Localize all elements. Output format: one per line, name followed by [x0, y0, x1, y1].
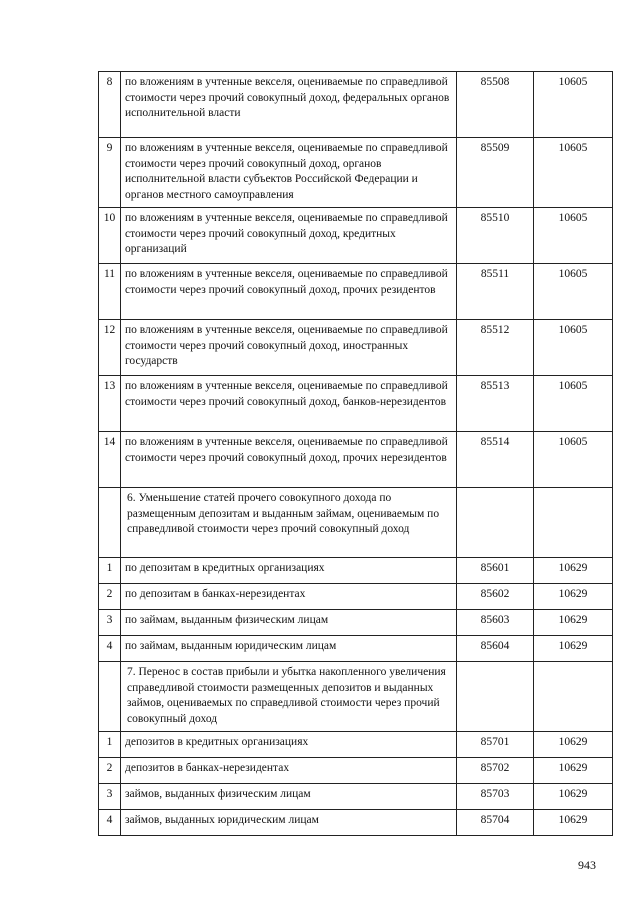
row-description: по депозитам в банках-нерезидентах — [121, 584, 457, 610]
row-number — [99, 488, 121, 558]
table-row — [99, 138, 613, 208]
account-number: 85704 — [457, 810, 534, 836]
table-row — [99, 558, 613, 584]
table-row — [99, 320, 613, 376]
symbol-code: 10629 — [534, 810, 613, 836]
row-description: по займам, выданным юридическим лицам — [121, 636, 457, 662]
symbol-code: 10629 — [534, 732, 613, 758]
symbol-code: 10629 — [534, 758, 613, 784]
table-row — [99, 758, 613, 784]
account-number: 85701 — [457, 732, 534, 758]
symbol-code: 10605 — [534, 432, 613, 488]
symbol-code: 10629 — [534, 784, 613, 810]
table-row — [99, 810, 613, 836]
symbol-code: 10629 — [534, 636, 613, 662]
account-number: 85702 — [457, 758, 534, 784]
account-number: 85604 — [457, 636, 534, 662]
section-heading-row — [99, 662, 613, 732]
symbol-code: 10605 — [534, 264, 613, 320]
row-number: 3 — [99, 610, 121, 636]
row-number: 1 — [99, 732, 121, 758]
table-row — [99, 784, 613, 810]
row-number: 4 — [99, 636, 121, 662]
row-number: 4 — [99, 810, 121, 836]
table-row — [99, 636, 613, 662]
section-heading: 7. Перенос в состав прибыли и убытка накопленного увеличения справедливой стоимости размещенных депозитов и выданных займов, оцениваемых по справедливой стоимости через прочий совокупный доход — [121, 662, 457, 732]
account-number — [457, 662, 534, 732]
table-row — [99, 610, 613, 636]
row-number: 3 — [99, 784, 121, 810]
symbol-code: 10605 — [534, 72, 613, 138]
account-number: 85703 — [457, 784, 534, 810]
row-number: 12 — [99, 320, 121, 376]
account-number: 85510 — [457, 208, 534, 264]
symbol-code: 10629 — [534, 610, 613, 636]
row-number: 1 — [99, 558, 121, 584]
table-row — [99, 732, 613, 758]
account-number: 85509 — [457, 138, 534, 208]
row-description: по вложениям в учтенные векселя, оцениваемые по справедливой стоимости через прочий совокупный доход, прочих резидентов — [121, 264, 457, 320]
symbol-code — [534, 662, 613, 732]
row-description: по вложениям в учтенные векселя, оцениваемые по справедливой стоимости через прочий совокупный доход, банков-нерезидентов — [121, 376, 457, 432]
row-description: по вложениям в учтенные векселя, оцениваемые по справедливой стоимости через прочий совокупный доход, кредитных организаций — [121, 208, 457, 264]
row-description: по вложениям в учтенные векселя, оцениваемые по справедливой стоимости через прочий совокупный доход, иностранных государств — [121, 320, 457, 376]
row-number: 2 — [99, 758, 121, 784]
account-number: 85512 — [457, 320, 534, 376]
account-number: 85602 — [457, 584, 534, 610]
table-row — [99, 72, 613, 138]
row-description: по вложениям в учтенные векселя, оцениваемые по справедливой стоимости через прочий совокупный доход, прочих нерезидентов — [121, 432, 457, 488]
account-number: 85508 — [457, 72, 534, 138]
symbols-table — [98, 71, 613, 836]
row-number: 2 — [99, 584, 121, 610]
row-number: 9 — [99, 138, 121, 208]
symbol-code: 10605 — [534, 138, 613, 208]
row-description: займов, выданных юридическим лицам — [121, 810, 457, 836]
row-number: 10 — [99, 208, 121, 264]
row-number: 11 — [99, 264, 121, 320]
row-number: 13 — [99, 376, 121, 432]
symbol-code: 10629 — [534, 584, 613, 610]
symbol-code: 10629 — [534, 558, 613, 584]
row-description: по займам, выданным физическим лицам — [121, 610, 457, 636]
account-number: 85511 — [457, 264, 534, 320]
section-heading: 6. Уменьшение статей прочего совокупного дохода по размещенным депозитам и выданным займам, оцениваемым по справедливой стоимости через прочий совокупный доход — [121, 488, 457, 558]
page-number: 943 — [578, 858, 596, 872]
symbol-code — [534, 488, 613, 558]
account-number: 85513 — [457, 376, 534, 432]
table-row — [99, 376, 613, 432]
table-row — [99, 208, 613, 264]
row-description: займов, выданных физическим лицам — [121, 784, 457, 810]
table-row — [99, 432, 613, 488]
account-number — [457, 488, 534, 558]
table-row — [99, 584, 613, 610]
row-number: 14 — [99, 432, 121, 488]
row-description: депозитов в банках-нерезидентах — [121, 758, 457, 784]
table-row — [99, 264, 613, 320]
row-description: по депозитам в кредитных организациях — [121, 558, 457, 584]
symbol-code: 10605 — [534, 320, 613, 376]
account-number: 85514 — [457, 432, 534, 488]
row-number: 8 — [99, 72, 121, 138]
symbol-code: 10605 — [534, 376, 613, 432]
section-heading-row — [99, 488, 613, 558]
symbol-code: 10605 — [534, 208, 613, 264]
account-number: 85601 — [457, 558, 534, 584]
row-description: по вложениям в учтенные векселя, оцениваемые по справедливой стоимости через прочий совокупный доход, органов исполнительной власти субъектов Российской Федерации и органов местного самоуправления — [121, 138, 457, 208]
account-number: 85603 — [457, 610, 534, 636]
row-number — [99, 662, 121, 732]
row-description: депозитов в кредитных организациях — [121, 732, 457, 758]
row-description: по вложениям в учтенные векселя, оцениваемые по справедливой стоимости через прочий совокупный доход, федеральных органов исполнительной власти — [121, 72, 457, 138]
